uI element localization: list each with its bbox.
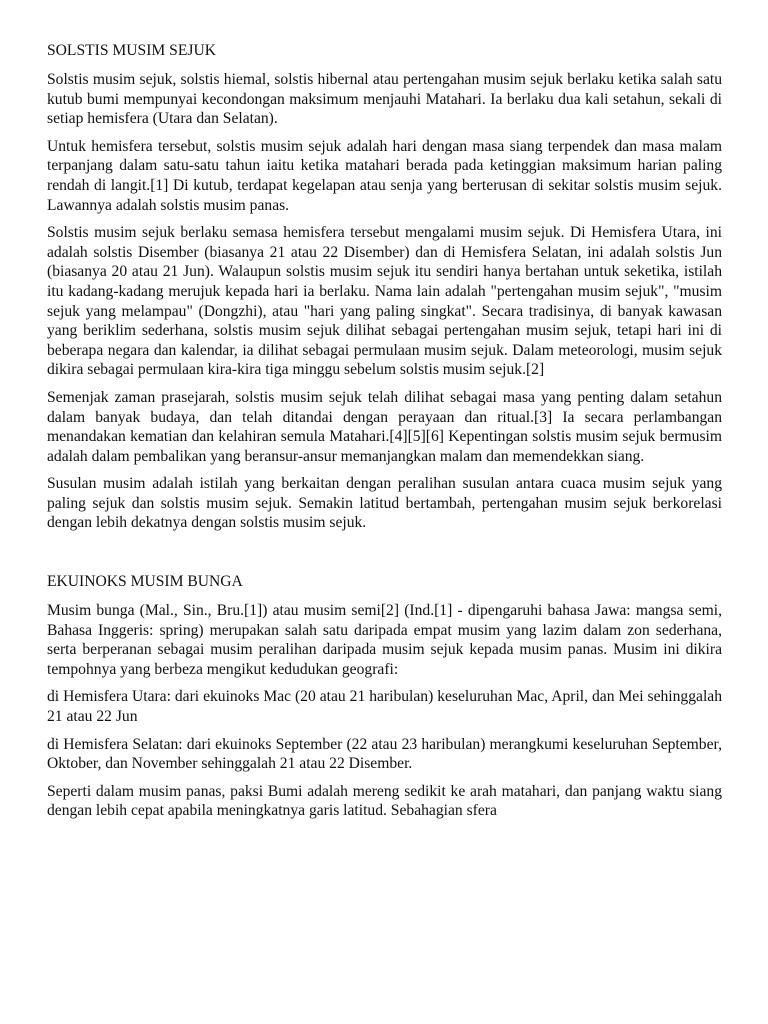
section-winter-solstice <box>47 40 722 533</box>
paragraph: Seperti dalam musim panas, paksi Bumi adalah mereng sedikit ke arah matahari, dan panjang waktu siang dengan lebih cepat apabila meningkatnya garis latitud. Sebahagian sfera <box>47 782 722 820</box>
paragraph: Semenjak zaman prasejarah, solstis musim sejuk telah dilihat sebagai masa yang penting dalam setahun dalam banyak budaya, dan telah ditandai dengan perayaan dan ritual.[3] Ia secara perlambangan menandakan kematian dan kelahiran semula Matahari.[4][5][6] Kepentingan solstis musim sejuk bermusim adalah dalam pembalikan yang beransur-ansur memanjangkan malam dan memendekkan siang. <box>47 388 722 465</box>
section-spacer <box>47 541 722 571</box>
section-heading: EKUINOKS MUSIM BUNGA <box>47 573 243 591</box>
document-page <box>47 40 722 829</box>
paragraph: Solstis musim sejuk berlaku semasa hemisfera tersebut mengalami musim sejuk. Di Hemisfera Utara, ini adalah solstis Disember (biasanya 21 atau 22 Disember) dan di Hemisfera Selatan, ini adalah solstis Jun (biasanya 20 atau 21 Jun). Walaupun solstis musim sejuk itu sendiri hanya bertahan untuk seketika, istilah itu kadang-kadang merujuk kepada hari ia berlaku. Nama lain adalah "pertengahan musim sejuk", "musim sejuk yang melampau" (Dongzhi), atau "hari yang paling singkat". Secara tradisinya, di banyak kawasan yang beriklim sederhana, solstis musim sejuk dilihat sebagai pertengahan musim sejuk, tetapi hari ini di beberapa negara dan kalendar, ia dilihat sebagai permulaan musim sejuk. Dalam meteorologi, musim sejuk dikira sebagai permulaan kira-kira tiga minggu sebelum solstis musim sejuk.[2] <box>47 224 722 379</box>
section-spring-equinox <box>47 571 722 821</box>
paragraph: Untuk hemisfera tersebut, solstis musim sejuk adalah hari dengan masa siang terpendek dan masa malam terpanjang dalam satu-satu tahun iaitu ketika matahari berada pada ketinggian maksimum harian paling rendah di langit.[1] Di kutub, terdapat kegelapan atau senja yang berterusan di sekitar solstis musim sejuk. Lawannya adalah solstis musim panas. <box>47 137 722 214</box>
section-heading: SOLSTIS MUSIM SEJUK <box>47 42 216 59</box>
paragraph: Susulan musim adalah istilah yang berkaitan dengan peralihan susulan antara cuaca musim sejuk yang paling sejuk dan solstis musim sejuk. Semakin latitud bertambah, pertengahan musim sejuk berkorelasi dengan lebih dekatnya dengan solstis musim sejuk. <box>47 475 722 532</box>
paragraph: di Hemisfera Selatan: dari ekuinoks September (22 atau 23 haribulan) merangkumi keseluruhan September, Oktober, dan November sehinggalah 21 atau 22 Disember. <box>47 735 722 773</box>
paragraph: di Hemisfera Utara: dari ekuinoks Mac (20 atau 21 haribulan) keseluruhan Mac, April, dan Mei sehinggalah 21 atau 22 Jun <box>47 688 722 726</box>
paragraph: Musim bunga (Mal., Sin., Bru.[1]) atau musim semi[2] (Ind.[1] - dipengaruhi bahasa Jawa: mangsa semi, Bahasa Inggeris: spring) merupakan salah satu daripada empat musim yang lazim dalam zon sederhana, serta berperanan sebagai musim peralihan daripada musim sejuk kepada musim panas. Musim ini dikira tempohnya yang berbeza mengikut kedudukan geografi: <box>47 602 722 678</box>
paragraph: Solstis musim sejuk, solstis hiemal, solstis hibernal atau pertengahan musim sejuk berlaku ketika salah satu kutub bumi mempunyai kecondongan maksimum menjauhi Matahari. Ia berlaku dua kali setahun, sekali di setiap hemisfera (Utara dan Selatan). <box>47 71 722 128</box>
